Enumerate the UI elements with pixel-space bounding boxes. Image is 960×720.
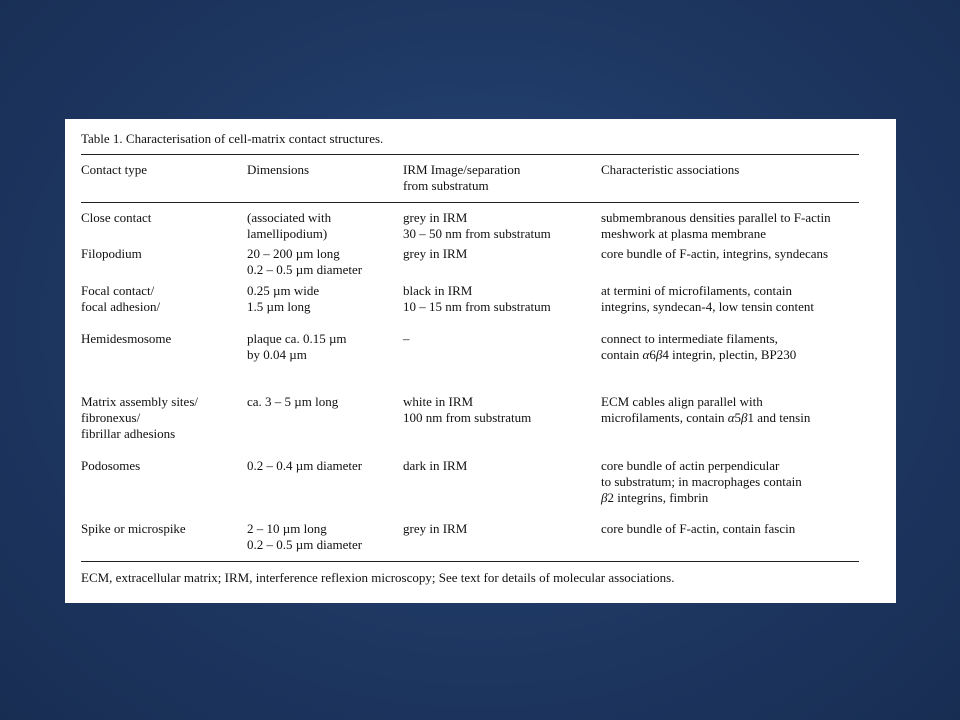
row-filopodium-dimensions: 20 – 200 µm long 0.2 – 0.5 µm diameter — [247, 246, 363, 277]
row-matrix-assembly-associations: ECM cables align parallel with microfilaments, contain α5β1 and tensin — [601, 394, 811, 425]
row-spike-dimensions: 2 – 10 µm long 0.2 – 0.5 µm diameter — [247, 521, 363, 552]
row-focal-contact-type: Focal contact/ focal adhesion/ — [81, 283, 161, 314]
header-irm: IRM Image/separation from substratum — [403, 162, 521, 193]
table-footnote: ECM, extracellular matrix; IRM, interference reflexion microscopy; See text for details of molecular associations. — [81, 570, 675, 585]
table-top-rule — [81, 154, 859, 155]
row-close-contact-type: Close contact — [81, 210, 152, 225]
row-hemidesmosome-type: Hemidesmosome — [81, 331, 172, 346]
row-matrix-assembly-type: Matrix assembly sites/ fibronexus/ fibrillar adhesions — [81, 394, 198, 441]
row-matrix-assembly-irm: white in IRM 100 nm from substratum — [403, 394, 532, 425]
table-bottom-rule — [81, 561, 859, 562]
table-slide — [65, 119, 896, 603]
header-rule — [81, 202, 859, 203]
header-contact-type: Contact type — [81, 162, 148, 177]
row-focal-contact-irm: black in IRM 10 – 15 nm from substratum — [403, 283, 551, 314]
row-podosomes-type: Podosomes — [81, 458, 141, 473]
row-spike-type: Spike or microspike — [81, 521, 186, 536]
row-filopodium-type: Filopodium — [81, 246, 142, 261]
row-podosomes-associations: core bundle of actin perpendicular to substratum; in macrophages contain β2 integrins, fimbrin — [601, 458, 802, 505]
row-podosomes-irm: dark in IRM — [403, 458, 468, 473]
table-caption: Table 1. Characterisation of cell-matrix contact structures. — [81, 131, 384, 146]
row-spike-associations: core bundle of F-actin, contain fascin — [601, 521, 796, 536]
row-close-contact-irm: grey in IRM 30 – 50 nm from substratum — [403, 210, 551, 241]
header-associations: Characteristic associations — [601, 162, 740, 177]
row-hemidesmosome-associations: connect to intermediate filaments, contain α6β4 integrin, plectin, BP230 — [601, 331, 797, 362]
header-dimensions: Dimensions — [247, 162, 310, 177]
row-focal-contact-dimensions: 0.25 µm wide 1.5 µm long — [247, 283, 320, 314]
row-close-contact-dimensions: (associated with lamellipodium) — [247, 210, 332, 241]
row-close-contact-associations: submembranous densities parallel to F-actin meshwork at plasma membrane — [601, 210, 831, 241]
row-hemidesmosome-dimensions: plaque ca. 0.15 µm by 0.04 µm — [247, 331, 347, 362]
row-filopodium-irm: grey in IRM — [403, 246, 468, 261]
row-podosomes-dimensions: 0.2 – 0.4 µm diameter — [247, 458, 363, 473]
row-focal-contact-associations: at termini of microfilaments, contain integrins, syndecan-4, low tensin content — [601, 283, 815, 314]
row-hemidesmosome-irm: – — [403, 331, 410, 346]
row-filopodium-associations: core bundle of F-actin, integrins, syndecans — [601, 246, 829, 261]
row-spike-irm: grey in IRM — [403, 521, 468, 536]
row-matrix-assembly-dimensions: ca. 3 – 5 µm long — [247, 394, 339, 409]
